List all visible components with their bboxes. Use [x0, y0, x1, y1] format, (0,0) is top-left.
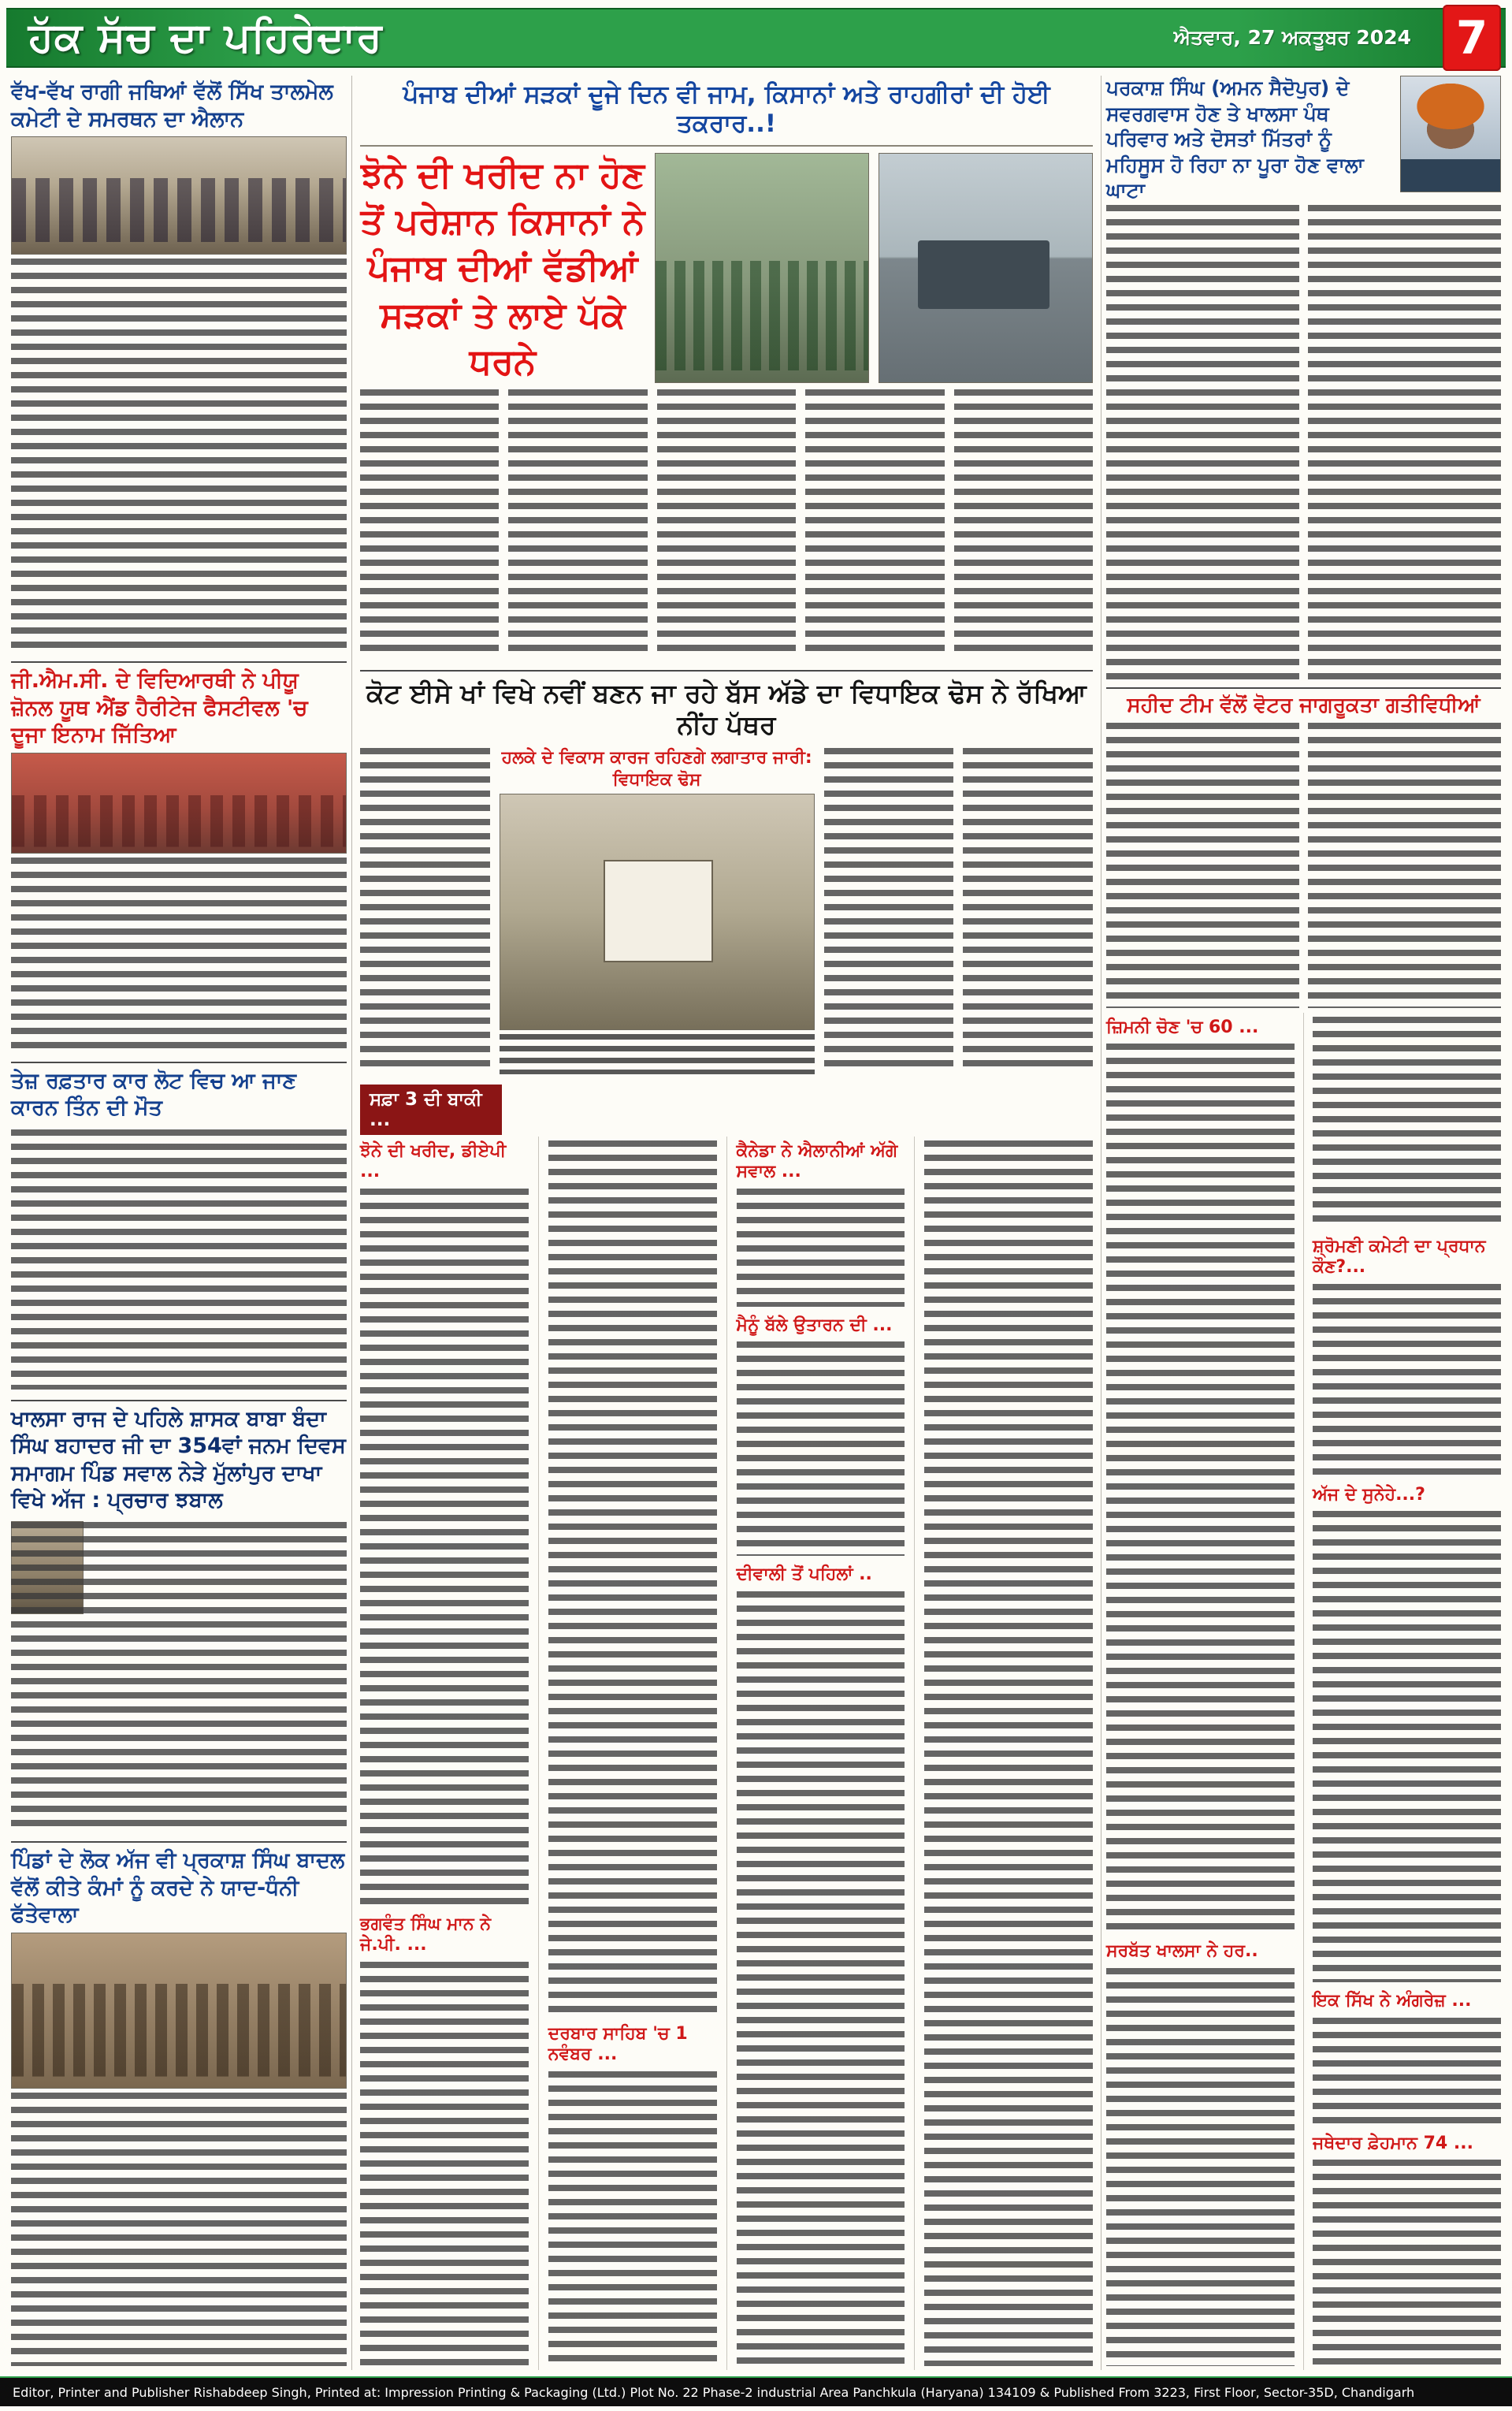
continued-col-4 [914, 1137, 1093, 2370]
headline-one-sikh-british-cont: ਇਕ ਸਿੱਖ ਨੇ ਅੰਗਰੇਜ਼ ... [1313, 1991, 1472, 2011]
imprint-text: Editor, Printer and Publisher Rishabdeep Singh, Printed at: Impression Printing & Packaging (Ltd.) Plot No. 22 Phase-2 industrial Area Panchkula (Haryana) 134109 & Published From 3223, First Floor, Sector-35D, Chandigarh [13, 2384, 1415, 2400]
photo-parkash-singh-portrait [1400, 76, 1501, 192]
headline-jathedar-fehman-74-cont: ਜਥੇਦਾਰ ਫ਼ੇਹਮਾਨ 74 ... [1313, 2133, 1473, 2153]
left-column [6, 76, 351, 2370]
body-text-block [737, 1341, 905, 1556]
body-text-block [11, 1522, 347, 1831]
continued-col-3 [726, 1137, 905, 2370]
headline-paddy-purchase-dharna: ਝੋਨੇ ਦੀ ਖਰੀਦ ਨਾ ਹੋਣ ਤੋਂ ਪਰੇਸ਼ਾਨ ਕਿਸਾਨਾਂ ਨੇ ਪੰਜਾਬ ਦੀਆਂ ਵੱਡੀਆਂ ਸੜਕਾਂ ਤੇ ਲਾਏ ਪੱਕੇ ਧਰਨੇ [360, 153, 645, 383]
right-continued-col-2 [1303, 1013, 1501, 2370]
body-text-block [1106, 205, 1299, 679]
headline-gmc-student-prize: ਜੀ.ਐਮ.ਸੀ. ਦੇ ਵਿਦਿਆਰਥੀ ਨੇ ਪੀਯੂ ਜ਼ੋਨਲ ਯੂਥ ਐਂਡ ਹੈਰੀਟੇਜ ਫੈਸਟੀਵਲ 'ਚ ਦੂਜਾ ਇਨਾਮ ਜਿੱਤਿਆ [11, 661, 347, 750]
issue-date: ਐਤਵਾਰ, 27 ਅਕਤੂਬਰ 2024 [1173, 26, 1411, 49]
body-text-block [1313, 2018, 1501, 2125]
body-text-block [548, 1140, 717, 2015]
headline-sarbat-khalsa-cont: ਸਰਬੱਤ ਖਾਲਸਾ ਨੇ ਹਰ.. [1106, 1941, 1258, 1962]
body-text-block [1313, 1017, 1501, 1228]
lead-story-row [360, 153, 1093, 383]
continued-from-page-3-label: ਸਫ਼ਾ 3 ਦੀ ਬਾਕੀ ... [360, 1085, 502, 1135]
headline-bypoll-60-cont: ਜ਼ਿਮਨੀ ਚੋਣ 'ਚ 60 ... [1106, 1018, 1259, 1037]
lead-story-body [360, 383, 1093, 665]
obituary-article-header [1106, 76, 1501, 200]
body-text-block [954, 389, 1093, 659]
body-text-block [1308, 205, 1501, 679]
headline-darbar-sahib-1-november-cont: ਦਰਬਾਰ ਸਾਹਿਬ 'ਚ 1 ਨਵੰਬਰ ... [548, 2024, 688, 2065]
page-content [6, 76, 1506, 2370]
body-text-block [1313, 2160, 1501, 2366]
page-number-badge [1443, 5, 1501, 71]
body-text-block [1313, 1511, 1501, 1982]
body-text-block [11, 259, 347, 651]
article-body-with-inset [11, 1518, 347, 1835]
body-text-block [1106, 1968, 1295, 2366]
headline-raagi-jathas-support: ਵੱਖ-ਵੱਖ ਰਾਗੀ ਜਥਿਆਂ ਵੱਲੋਂ ਸਿੱਖ ਤਾਲਮੇਲ ਕਮੇਟੀ ਦੇ ਸਮਰਥਨ ਦਾ ਐਲਾਨ [11, 80, 333, 132]
body-text-block [360, 748, 490, 1074]
middle-column [351, 76, 1101, 2370]
body-text-block [360, 1962, 529, 2366]
body-text-block [657, 389, 796, 659]
body-text-block [1313, 1284, 1501, 1476]
headline-before-diwali-cont: ਦੀਵਾਲੀ ਤੋਂ ਪਹਿਲਾਂ .. [736, 1565, 872, 1585]
photo-bus-stand-foundation-stone-ceremony [500, 794, 815, 1030]
bus-stand-article-row [360, 744, 1093, 1078]
right-column [1101, 76, 1506, 2370]
headline-bus-stand-foundation: ਕੋਟ ਈਸੇ ਖਾਂ ਵਿਖੇ ਨਵੀਂ ਬਣਨ ਜਾ ਰਹੇ ਬੱਸ ਅੱਡੇ ਦਾ ਵਿਧਾਇਕ ਢੋਸ ਨੇ ਰੱਖਿਆ ਨੀਂਹ ਪੱਥਰ [360, 670, 1093, 744]
body-text-block [360, 1189, 529, 1906]
imprint-footer [0, 2376, 1512, 2406]
photo-village-gathering-group [11, 1933, 347, 2089]
body-text-block [11, 2093, 347, 2366]
headline-todays-messages-cont: ਅੱਜ ਦੇ ਸੁਨੇਹੇ...? [1313, 1484, 1425, 1505]
headline-car-accident-three-dead: ਤੇਜ਼ ਰਫ਼ਤਾਰ ਕਾਰ ਲੋਟ ਵਿਚ ਆ ਜਾਣ ਕਾਰਨ ਤਿੰਨ ਦੀ ਮੌਤ [11, 1062, 347, 1122]
body-text-block [1308, 723, 1501, 1008]
body-text-block [11, 858, 347, 1051]
headline-parkash-singh-obituary: ਪਰਕਾਸ਼ ਸਿੰਘ (ਅਮਨ ਸੈਦੋਪੁਰ) ਦੇ ਸਵਰਗਵਾਸ ਹੋਣ ਤੇ ਖਾਲਸਾ ਪੰਥ ਪਰਿਵਾਰ ਅਤੇ ਦੋਸਤਾਂ ਮਿੱਤਰਾਂ ਨੂੰ ਮਹਿਸੂਸ ਹੋ ਰਿਹਾ ਨਾ ਪੂਰਾ ਹੋਣ ਵਾਲਾ ਘਾਟਾ [1106, 76, 1364, 202]
headline-mainu-balle-utaran-cont: ਮੈਨੂੰ ਬੱਲੇ ਉਤਾਰਨ ਦੀ ... [736, 1315, 893, 1335]
body-text-block [548, 2071, 717, 2366]
headline-canada-announcements-cont: ਕੈਨੇਡਾ ਨੇ ਐਲਾਨੀਆਂ ਅੱਗੇ ਸਵਾਲ ... [736, 1141, 898, 1182]
headline-paddy-purchase-dap-cont: ਝੋਨੇ ਦੀ ਖਰੀਦ, ਡੀਏਪੀ ... [360, 1141, 507, 1182]
photo-tractor-trolleys-on-highway [879, 153, 1093, 383]
body-text-block [508, 389, 647, 659]
body-text-block [1106, 723, 1299, 1008]
obituary-body [1106, 200, 1501, 684]
continued-col-2 [538, 1137, 717, 2370]
right-continued-articles [1106, 1013, 1501, 2370]
headline-voter-awareness: ਸਹੀਦ ਟੀਮ ਵੱਲੋਂ ਵੋਟਰ ਜਾਗਰੂਕਤਾ ਗਤੀਵਿਧੀਆਂ [1106, 687, 1501, 718]
photo-sikh-coordination-committee-group [11, 136, 347, 255]
body-text-block [924, 1140, 1093, 2366]
masthead-title: ਹੱਕ ਸੱਚ ਦਾ ਪਹਿਰੇਦਾਰ [28, 13, 383, 61]
body-text-block [737, 1591, 905, 2366]
body-text-block [360, 389, 499, 659]
voter-awareness-body [1106, 718, 1501, 1013]
bus-stand-photo-block [500, 744, 815, 1078]
body-text-block [824, 748, 954, 1074]
body-text-block [737, 1189, 905, 1307]
headline-sgpc-president-who-cont: ਸ਼੍ਰੋਮਣੀ ਕਮੇਟੀ ਦਾ ਪ੍ਰਧਾਨ ਕੌਣ?... [1313, 1237, 1486, 1278]
body-text-block [963, 748, 1093, 1074]
page-number: 7 [1455, 11, 1488, 65]
bus-stand-kicker: ਹਲਕੇ ਦੇ ਵਿਕਾਸ ਕਾਰਜ ਰਹਿਣਗੇ ਲਗਾਤਾਰ ਜਾਰੀ: ਵਿਧਾਇਕ ਢੋਸ [501, 748, 812, 790]
body-text-block [11, 1129, 347, 1390]
photo-heritage-festival-stage-group [11, 753, 347, 854]
photo-caption-block [500, 1034, 815, 1074]
masthead-bar [6, 8, 1506, 68]
right-continued-col-1 [1106, 1013, 1295, 2370]
body-text-block [1106, 1044, 1295, 1933]
continued-articles [360, 1137, 1093, 2370]
headline-parkash-singh-badal-remembered: ਪਿੰਡਾਂ ਦੇ ਲੋਕ ਅੱਜ ਵੀ ਪ੍ਰਕਾਸ਼ ਸਿੰਘ ਬਾਦਲ ਵੱਲੋਂ ਕੀਤੇ ਕੰਮਾਂ ਨੂੰ ਕਰਦੇ ਨੇ ਯਾਦ-ਧੰਨੀ ਫੱਤੇਵਾਲਾ [11, 1841, 347, 1929]
photo-farmers-dharna-with-flags [655, 153, 869, 383]
headline-bhagwant-mann-jp-cont: ਭਗਵੰਤ ਸਿੰਘ ਮਾਨ ਨੇ ਜੇ.ਪੀ. ... [360, 1914, 492, 1955]
headline-roads-jammed-banner: ਪੰਜਾਬ ਦੀਆਂ ਸੜਕਾਂ ਦੂਜੇ ਦਿਨ ਵੀ ਜਾਮ, ਕਿਸਾਨਾਂ ਅਤੇ ਰਾਹਗੀਰਾਂ ਦੀ ਹੋਈ ਤਕਰਾਰ..! [360, 76, 1093, 147]
body-text-block [805, 389, 944, 659]
continued-col-1 [360, 1137, 529, 2370]
headline-banda-singh-bahadur-anniversary: ਖਾਲਸਾ ਰਾਜ ਦੇ ਪਹਿਲੇ ਸ਼ਾਸਕ ਬਾਬਾ ਬੰਦਾ ਸਿੰਘ ਬਹਾਦਰ ਜੀ ਦਾ 354ਵਾਂ ਜਨਮ ਦਿਵਸ ਸਮਾਗਮ ਪਿੰਡ ਸਵਾਲ ਨੇੜੇ ਮੁੱਲਾਂਪੁਰ ਦਾਖਾ ਵਿਖੇ ਅੱਜ : ਪ੍ਰਚਾਰ ਝਬਾਲ [11, 1400, 347, 1515]
